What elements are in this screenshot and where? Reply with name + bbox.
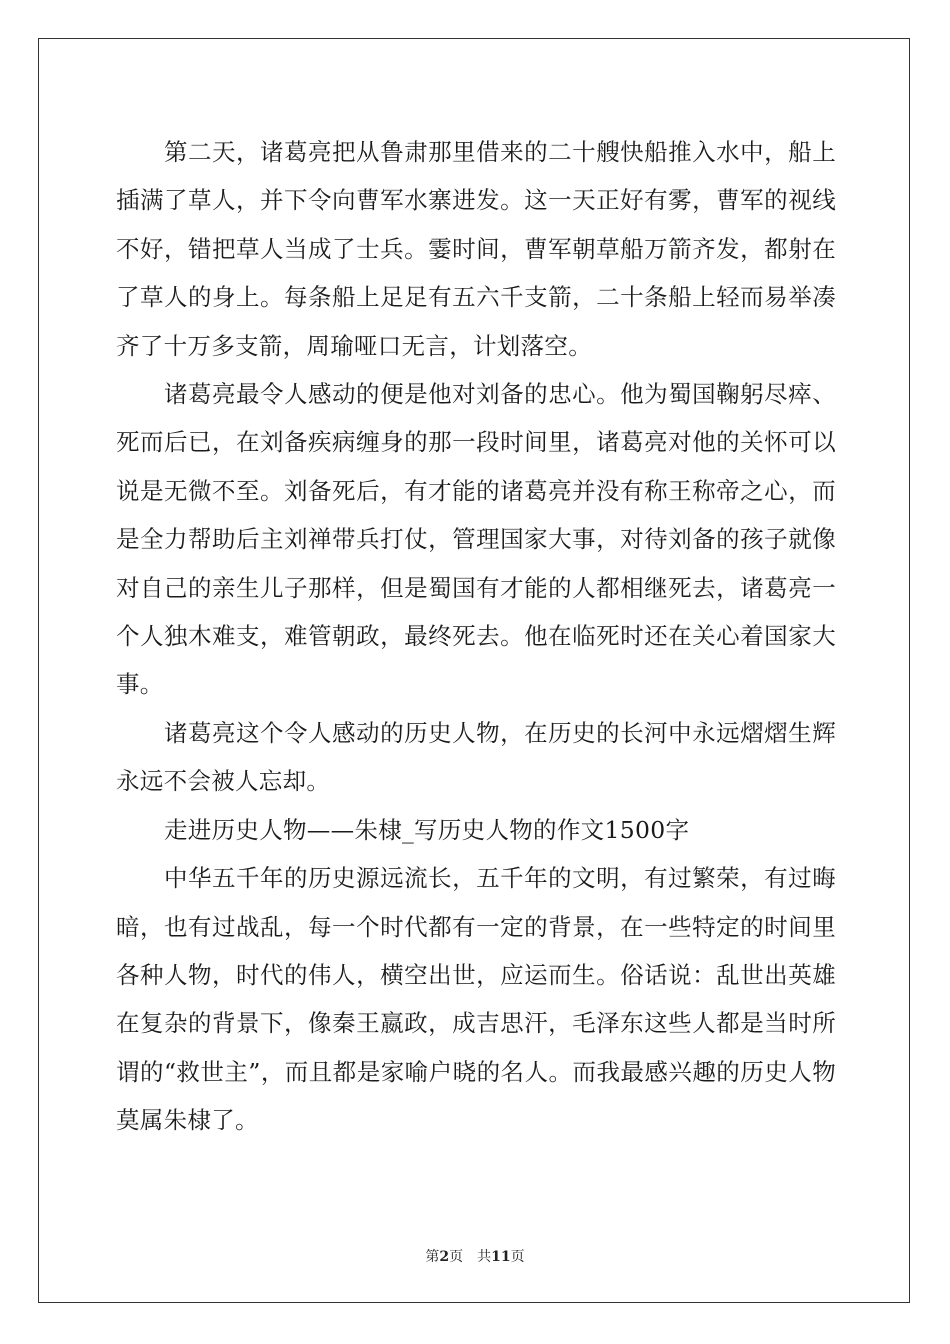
page-prefix: 第 — [425, 1249, 440, 1265]
total-prefix: 共 — [477, 1249, 492, 1265]
paragraph-3: 诸葛亮这个令人感动的历史人物，在历史的长河中永远熠熠生辉永远不会被人忘却。 — [116, 718, 836, 796]
total-pages: 11 — [491, 1249, 511, 1265]
paragraph-1: 第二天，诸葛亮把从鲁肃那里借来的二十艘快船推入水中，船上插满了草人，并下令向曹军水寨进发。这一天正好有雾，曹军的视线不好，错把草人当成了士兵。霎时间，曹军朝草船万箭齐发，都射在了草人的身上。每条船上足足有五六千支箭，二十条船上轻而易举凑齐了十万多支箭，周瑜哑口无言，计划落空。 — [116, 138, 836, 360]
document-body — [116, 128, 836, 1145]
section-title: 走进历史人物——朱棣_写历史人物的作文1500字 — [164, 815, 690, 844]
page-footer — [0, 1247, 950, 1267]
total-suffix: 页 — [510, 1249, 525, 1265]
page-suffix: 页 — [449, 1249, 464, 1265]
paragraph-2: 诸葛亮最令人感动的便是他对刘备的忠心。他为蜀国鞠躬尽瘁、死而后已，在刘备疾病缠身的那一段时间里，诸葛亮对他的关怀可以说是无微不至。刘备死后，有才能的诸葛亮并没有称王称帝之心，而是全力帮助后主刘禅带兵打仗，管理国家大事，对待刘备的孩子就像对自己的亲生儿子那样，但是蜀国有才能的人都相继死去，诸葛亮一个人独木难支，难管朝政，最终死去。他在临死时还在关心着国家大事。 — [116, 380, 836, 699]
paragraph-4: 中华五千年的历史源远流长，五千年的文明，有过繁荣，有过晦暗，也有过战乱，每一个时代都有一定的背景，在一些特定的时间里各种人物，时代的伟人，横空出世，应运而生。俗话说：乱世出英雄在复杂的背景下，像秦王嬴政，成吉思汗，毛泽东这些人都是当时所谓的“救世主”，而且都是家喻户晓的名人。而我最感兴趣的历史人物莫属朱棣了。 — [116, 864, 836, 1135]
page-number: 2 — [439, 1249, 450, 1265]
